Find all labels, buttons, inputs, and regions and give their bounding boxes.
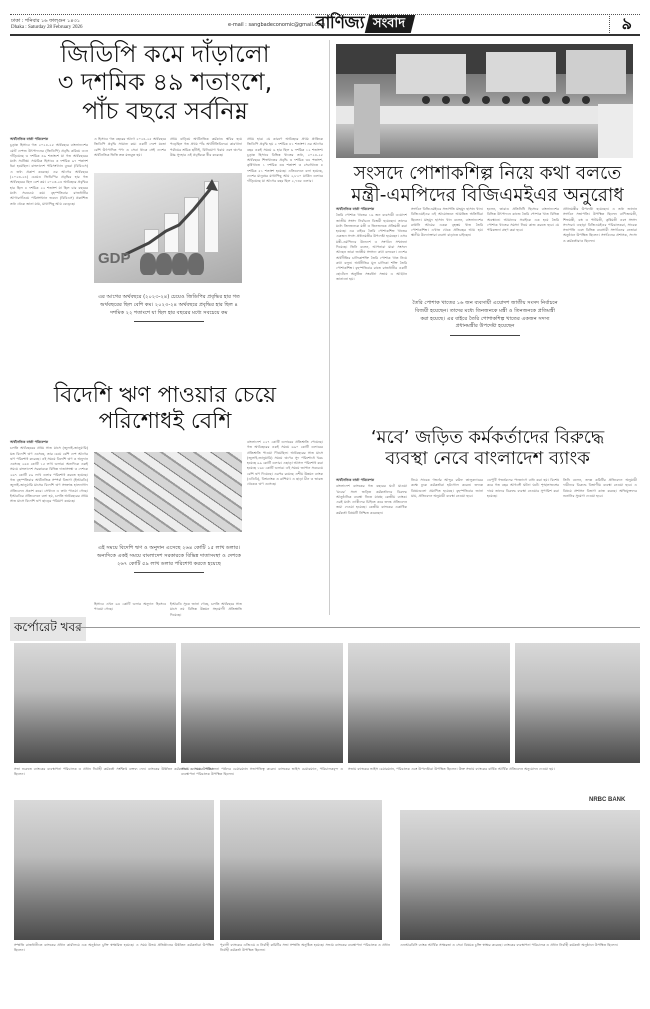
headline-line: ‘মবে’ জড়িত কর্মকর্তাদের বিরুদ্ধে [370,427,605,448]
corporate-caption-1: সভা শুরুতে ব্যাংকের ব্যবস্থাপনা পরিচালক ও প্রধান নির্বাহী কর্মকর্তা সংক্ষিপ্ত বক্তব্য দেন। ব্যাংকের উর্ধ্বতন কর্মকর্তারা এ সময় উপস্থিত ছিলেন। [14,767,214,777]
article-text: হিসাবে এখন ৬৪ কোটি ডলার অনুদান হিসেবে পাওয়া গেছে। [94,602,166,612]
headline-line: মন্ত্রী-এমপিদের বিজিএমইএর অনুরোধ [351,184,624,206]
byline: অর্থনৈতিক বার্তা পরিবেশক [336,207,375,211]
article-text: সংগঠন বিজিএমইএর সভাপতি মাহমুদ হাসান খান। বিজিএমইএর এই আয়োজনে আমন্ত্রিত অতিথিরা ছিলেন। মাহমুদ হাসান খান বলেন, বাংলাদেশের রপ্তানি আয়ের একক বৃহত্তম খাত তৈরি পোশাকশিল্প। এখাত থেকে প্রতিবছর আয় হয়। স্থানীয় উদ্যোক্তারা ব্যবসা বাড়াতে চাইছেন। [411,207,483,238]
debt-column-4 [247,440,323,610]
article-text: চলতি অর্থবছরের প্রথম সাত মাসে (জুলাই-জানুয়ারি) যত বিদেশি ঋণ এসেছে, তার চেয়ে বেশি দেশ আগের ঋণ পরিশোধ করেছে। এই সময়ে বিদেশি ঋণ ও অনুদান এসেছে ২৬৪ কোটি ১৫ লাখ ডলার। অন্যদিকে একই সময়ে বাংলাদেশ সরকারকে বিভিন্ন দাতাসংস্থা ও দেশকে ২৬৭ কোটি ৫৯ লাখ ডলার পরিশোধ করতে হয়েছে। গত বৃহস্পতিবার অর্থনৈতিক সম্পর্ক বিভাগ (ইআরডি) জুলাই-জানুয়ারি মাসের বিদেশি ঋণ সংক্রান্ত হালনাগাদ প্রতিবেদন প্রকাশ করে। সেখানে এ তথ্য পাওয়া গেছে। ইআরডির প্রতিবেদনে বলা হয়, চলতি অর্থবছরের প্রথম সাত মাসে বিদেশি ঋণ ছাড়ের পরিমাণ কমেছে। [10,446,88,504]
corporate-photo-5 [14,800,214,940]
corporate-photo-4 [515,643,640,763]
rmg-column-1 [336,207,407,422]
headline-line: ব্যবস্থা নেবে বাংলাদেশ ব্যাংক [385,448,590,470]
headline-line: পাঁচ বছরে সর্বনিম্ন [82,96,248,125]
corporate-news-section-header [10,617,640,637]
article-text: নিয়ে সাবেক গভর্নর আব্দুর রউফ তালুকদারের কক্ষে ঢুকে কর্মকর্তারা হট্টগোল করেন। তদন্তে বিষয়গুলো প্রমাণিত হয়েছে। বৃহস্পতিবার জানা যায়, প্রতিবেদন অনুযায়ী ব্যবস্থা নেওয়া হবে। [411,478,483,498]
corporate-photo-6 [220,800,382,940]
article-text: প্রথম হার। যে কারণে অর্থবছরে প্রথম প্রান্তিকে জিডিপি প্রবৃদ্ধি হয় ২ দশমিক ৪১ শতাংশ। এর আগের বছর একই সময়ে ৬ হার ছিল ৬ দশমিক ১২ শতাংশ। চূড়ান্ত হিসাবে বিভিন্ন খাতের তথ্য, ২০২৪-২৫ অর্থবছরে শিল্পখাতের প্রবৃদ্ধি ৩ দশমিক ৩৪ শতাংশ, কৃষিখাতে ১ দশমিক ৩৩ শতাংশ ও সেবাখাতে ৪ দশমিক ৫১ শতাংশ হয়েছে। এতিবেদনে বলা হয়েছে, দেশের মানুষের মাথাপিছু আয় ২,৮২০ মার্কিন ডলারে দাঁড়িয়েছে যা আগের বছর ছিল ২,৭৩৮ ডলার। [247,137,323,184]
corporate-photo-3 [348,643,510,763]
newspaper-logo [316,13,413,34]
bangladesh-bank-headline [335,427,640,469]
article-text: ইআরডি সূত্রে জানা গেছে, চলতি অর্থবছরে সাত মাসে নয় বিভিন্ন উন্নয়ন সহযোগী প্রতিশ্রুতি দিয়েছে। [170,602,242,617]
corporate-photo-2 [181,643,343,763]
gdp-column-1 [10,137,88,382]
gdp-column-2 [94,137,166,167]
article-text: প্রধানমন্ত্রীর উপদেষ্টা হয়েছেন। এ তথ্য জানান সংগঠন সভাপতি। উপস্থিত ছিলেন বাণিজ্যমন্ত্রী, শিল্পমন্ত্রী, বস্ত্র ও পাটমন্ত্রী, কৃষিমন্ত্রী এবং সংসদ সদস্যরা। এছাড়া বিজিএমইএর পরিচালকরা, সাবেক সভাপতি এবং বিভিন্ন ব্যবসায়ী সংগঠনের নেতারা অনুষ্ঠানে উপস্থিত ছিলেন। সংগঠনের প্রশাসক, সদস্য ও কর্মকর্তারাও ছিলেন। [563,207,637,243]
gdp-headline [10,40,320,125]
byline: অর্থনৈতিক বার্তা পরিবেশক [10,440,49,444]
date-english: Dhaka : Saturday 28 February 2026 [11,25,83,30]
date-bangla: ঢাকা : শনিবার ১৬ ফাল্গুন ১৪৩১ [11,18,80,24]
column-divider [329,40,330,615]
article-text: চূড়ান্ত হিসাবে গত ২০২৪-২৫ অর্থবছরে বাংলাদেশের মোট দেশজ উৎপাদনের (জিডিপি) প্রবৃদ্ধি কমিয়ে এনে দাঁড়িয়েছে ৩ দশমিক ৪৯ শতাংশে যা গত অর্থবছরের মধ্যে সর্বনিম্ন। সাময়িক হিসাবে ৩ দশমিক ৯৭ শতাংশ ধরা হয়েছিল। বাংলাদেশ পরিসংখ্যান ব্যুরো (বিবিএস) এ তথ্য প্রকাশ করেছে। এর আগের অর্থবছরে (২০২৩-২৪) চেয়েও জিডিপির প্রবৃদ্ধির হার গত অর্থবছরের ছিল বেশ কম। ২০২৩-২৪ অর্থবছরে প্রবৃদ্ধির হার ছিল ৪ দশমিক ২২ শতাংশ যা ছিল চার বছরের মধ্যে সবচেয়ে কম। বৃহস্পতিবার রাজধানীর আগারগাঁওয়ে পরিসংখ্যান ভবনে (বিবিএস) প্রকাশিত তথ্য থেকে জানা যায়, মাথাপিছু আয় বেড়েছে। [10,143,88,206]
headline-line: ৩ দশমিক ৪৯ শতাংশে, [57,68,273,97]
divider [134,572,204,573]
article-text: প্রথম বাড়িয়ে অর্থনৈতিক কর্মকাণ্ড স্থবির হয়ে পড়েছিল গত প্রথম পাঁচ অর্থনীতিবিদের। কারখানা পর্যায়ের শ্রমিক ছাঁটাই, বিনিয়োগ খরায় এবং ঋণের উচ্চ সুদহার এই প্রবৃদ্ধিকে ধীর করেছে। [170,137,242,157]
byline: অর্থনৈতিক বার্তা পরিবেশক [10,137,49,141]
bgmea-event-photo [336,44,633,158]
article-text: বাংলাদেশ ব্যাংকের গত বছরের ঘটে যাওয়া ‘মবের’ সঙ্গে জড়িত কর্মকর্তাদের বিরুদ্ধে আনুষ্ঠানিক ব্যবস্থা নিতে যাচ্ছে কেন্দ্রীয় ব্যাংক। এরই মধ্যে দোষীদের চিহ্নিত করে তদন্ত প্রতিবেদন জমা দেওয়া হয়েছে। কেন্দ্রীয় ব্যাংকের একাধিক কর্মকর্তা বিষয়টি নিশ্চিত করেছেন। [336,484,407,515]
article-text: তিনি বলেন, তদন্ত কমিটির প্রতিবেদন অনুযায়ী দায়ীদের বিরুদ্ধে বিভাগীয় ব্যবস্থা নেওয়া হবে। এ বিষয়ে প্রশাসন বিভাগ কাজ করছে। অভিযুক্তদের শুনানির সুযোগ দেওয়া হবে। [563,478,637,498]
page-number: ৯ [609,14,632,33]
debt-column-2 [94,602,166,614]
divider [134,321,204,322]
divider [450,335,520,336]
gdp-label: GDP [98,250,131,267]
nrbc-bank-logo: NRBC BANK [589,797,626,803]
foreign-debt-headline [10,383,320,435]
debt-column-1 [10,440,88,610]
headline-line: বিদেশি ঋণ পাওয়ার চেয়ে [53,383,277,408]
corporate-caption-6: এনআরবিসি ব্যাংক আর্থিক সাক্ষরতা ও সেবা বিষয়ক চুক্তি স্বাক্ষর করেছে। ব্যাংকের ব্যবস্থাপনা পরিচালক ও প্রধান নির্বাহী কর্মকর্তা অনুষ্ঠানে উপস্থিত ছিলেন। [400,943,619,947]
masthead-rule [10,34,640,36]
event-scene-icon [336,44,633,158]
article-text: ডেপুটি গভর্নরদের পদত্যাগে বাধ্য করা হয়। বিশেষ করে গত বছর আগস্টে ঘটনা ঘটে। শৃঙ্খলাভঙ্গের দায়ে তাদের বিরুদ্ধে ব্যবস্থা নেওয়ার সুপারিশ করা হয়েছে। [487,478,559,498]
pull-quote-text: এই সময়ে বিদেশি ঋণ ও অনুদান এসেছে ২৬৪ কোটি ১৫ লাখ ডলার। অন্যদিকে একই সময়ে বাংলাদেশ সরকারকে বিভিন্ন দাতাসংস্থা ও দেশকে ২৬৭ কোটি ৫৯ লাখ ডলার পরিশোধ করতে হয়েছে [96,545,242,567]
article-text: হলেন, তারাও প্রতিনিধি হিসেবে বাংলাদেশের বিভিন্ন উৎপাদনে কাজে তৈরি পোশাক খাত বিভিন্ন অবস্থানে। আমাদের সবাইকে এক হয়ে তৈরি পোশাক খাতের সমস্যা নিয়ে কাজ করতে হবে। যে পরিকল্পনা গ্রহণ করা হবে। [487,207,559,233]
contact-email[interactable]: e-mail : sangbadeconomic@gmail.com [228,22,326,28]
bb-column-1 [336,478,407,613]
pull-quote-text: এর আগের অর্থবছরে (২০২৩-২৪) চেয়েও জিডিপির প্রবৃদ্ধির হার গত অর্থবছরের ছিল বেশি কম। ২০২৩-২৪ অর্থবছরে প্রবৃদ্ধির হার ছিল ৪ দশমিক ২২ শতাংশে যা ছিল হার বছরের মধ্যে সবচেয়ে কম [98,294,240,316]
bb-column-3 [487,478,559,613]
dollar-bills-photo [94,452,242,532]
masthead [10,12,640,32]
section-rule [76,627,640,628]
article-text: এ হিসাবে গত বছরের আগে ২০২৪-২৫ অর্থবছরে জিডিপি প্রবৃদ্ধি সামান্য কম। একটি দেশে যতো বেশি উৎপাদিত পণ্য ও সেবা থাকে সেই দেশের অর্থনৈতিক ভিত্তি তত মজবুত হয়। [94,137,166,157]
rmg-column-3 [487,207,559,249]
byline: অর্থনৈতিক বার্তা পরিবেশক [336,478,375,482]
logo-text-sangbad: সংবাদ [365,15,416,33]
section-title: কর্পোরেট খবর [10,617,86,641]
article-text: তৈরি পোশাক খাতের ১৬ জন ব্যবসায়ী এয়োদশ জাতীয় সংসদ নির্বাচনে বিজয়ী হয়েছেন। তাদের মধ্যে তিনজনকে মন্ত্রী ও তিনজনকে প্রতিমন্ত্রী করা হয়েছে। এর বাইরে তৈরি পোশাকশিল্প খাতের একজন সদস্য প্রধানমন্ত্রীর উপদেষ্টা হয়েছেন। এসব মন্ত্রী-এমপিদের উদ্দেশে এ সংগঠন সম্মাননা দিয়েছে। তিনি বলেন, আপনারা যারা সংসদে আছেন তারা জাতীয় সংসদে কথা বলবেন। দেশের অর্থনীতির চালিকাশক্তি তৈরি পোশাক খাত নিয়ে কথা বলুন। অর্থনীতির মূল চালিকা শক্তি তৈরি পোশাকশিল্প। বৃহস্পতিবার রাতে রাজধানীর একটি হোটেলে অনুষ্ঠিত সংবর্ধনা সভায় এ আহ্বান জানানো হয়। [336,213,407,281]
headline-line: সংসদে পোশাকশিল্প নিয়ে কথা বলতে [353,163,622,184]
corporate-caption-4: সম্প্রতি রাজধানীতে ব্যাংকের প্রধান কার্যালয়ে এক অনুষ্ঠানে চুক্তি স্বাক্ষরিত হয়েছে। এ সময় উভয় প্রতিষ্ঠানের উর্ধ্বতন কর্মকর্তারা উপস্থিত ছিলেন। [14,943,214,953]
corporate-caption-5: পূবালী ব্যাংকের এজিএম ও নির্বাহী কমিটির সভা সম্প্রতি অনুষ্ঠিত হয়েছে। সভায় ব্যাংকের ব্যবস্থাপনা পরিচালক ও প্রধান নির্বাহী কর্মকর্তা উপস্থিত ছিলেন। [220,943,390,953]
corporate-caption-2: সভায় ব্যাংকের পরিচালনা পর্ষদের চেয়ারম্যান সভাপতিত্ব করেন। ব্যাংকের ভাইস চেয়ারম্যান, পরিচালকবৃন্দ ও ব্যবস্থাপনা পরিচালক উপস্থিত ছিলেন। [181,767,343,777]
debt-column-3 [170,602,242,617]
gdp-pull-quote [96,294,242,322]
debt-pull-quote [96,545,242,573]
gdp-column-3 [170,137,242,167]
bb-column-2 [411,478,483,613]
rmg-column-2 [411,207,483,249]
gdp-column-4 [247,137,323,382]
corporate-caption-3: সভায় ব্যাংকের ভাইস চেয়ারম্যান, পরিচালক এবং উপদেষ্টারা উপস্থিত ছিলেন। উক্ত সভায় ব্যাংকের বার্ষিক আর্থিক প্রতিবেদন অনুমোদন দেওয়া হয়। [348,767,555,771]
rmg-pull-quote [412,300,558,336]
pull-quote-text: তৈরি পোশাক খাতের ১৬ জন ব্যবসায়ী এয়োদশ জাতীয় সংসদ নির্বাচনে বিজয়ী হয়েছেন। তাদের মধ্যে তিনজনকে মন্ত্রী ও তিনজনকে প্রতিমন্ত্রী করা হয়েছে। এর বাইরে তৈরি পোশাকশিল্প খাতের একজন সদস্য প্রধানমন্ত্রীর উপদেষ্টা হয়েছেন [412,300,558,330]
corporate-photo-1 [14,643,176,763]
logo-text-banijya: বাণিজ্য [316,12,365,33]
corporate-photo-7 [400,810,640,940]
gdp-growth-illustration [94,173,242,283]
article-text: বাংলাদেশ ২২৭ কোটি ডলারের প্রতিশ্রুতি পেয়েছে। গত অর্থবছরের একই সময়ে ৬৯০ কোটি ডলারের প্রতিশ্রুতি পাওয়া গিয়েছিল। অর্থবছরের সাত মাসে (জুলাই-জানুয়ারি) সময়ে ঋণের সুদ পরিশোধে খরচ হয়েছে ৯৯ কোটি ডলার। এছাড়া আসল পরিশোধ করা হয়েছে ১৬৮ কোটি ডলার। এই সময়ে জাপান সবচেয়ে বেশি ঋণ দিয়েছে। এরপর রয়েছে এশীয় উন্নয়ন ব্যাংক (এডিবি), বিশ্বব্যাংক ও রাশিয়া। এ ছাড়া চীন ও ভারত থেকেও ঋণ এসেছে। [247,440,323,487]
bb-column-4 [563,478,637,613]
rmg-headline [335,163,640,207]
headline-line: পরিশোধই বেশি [98,408,232,434]
headline-line: জিডিপি কমে দাঁড়ালো [60,40,270,68]
rmg-column-4 [563,207,637,422]
